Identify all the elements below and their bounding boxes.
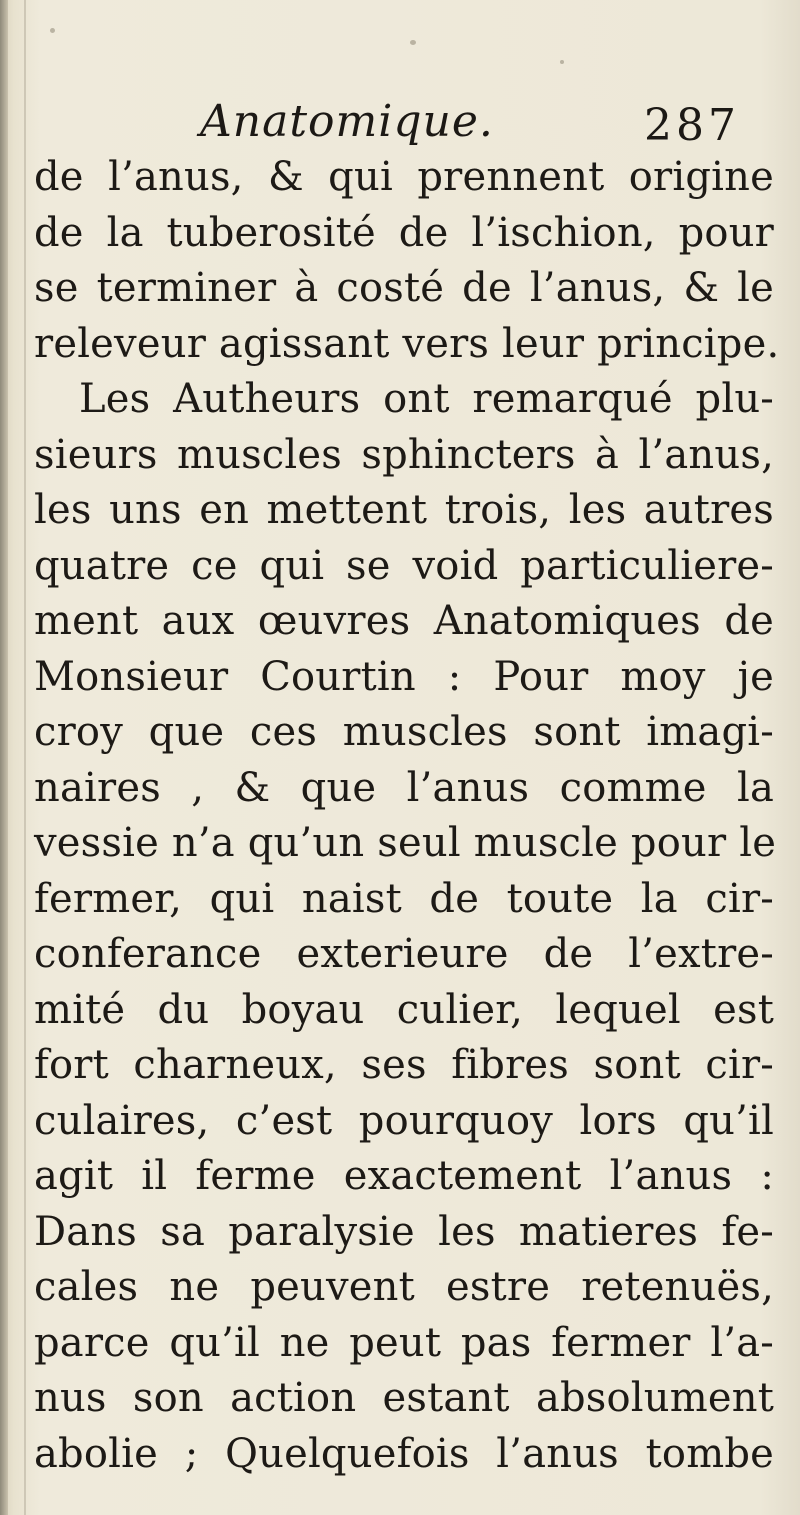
text-line: Dans sa paralysie les matieres fe- (34, 1208, 774, 1255)
page-gutter-shadow (0, 0, 8, 1515)
text-line: abolie ; Quelquefois l’anus tombe (34, 1430, 774, 1477)
paper-speck (50, 28, 55, 33)
text-line: cales ne peuvent estre retenuës, (34, 1264, 774, 1310)
page-gutter-line (24, 0, 26, 1515)
text-line: quatre ce qui se void particuliere- (34, 542, 774, 589)
text-line: fort charneux, ses fibres sont cir- (34, 1042, 774, 1088)
text-line: ment aux œuvres Anatomiques de (34, 598, 774, 644)
text-line: vessie n’a qu’un seul muscle pour le (34, 820, 777, 866)
text-line: se terminer à costé de l’anus, & le (34, 265, 774, 311)
text-line: de l’anus, & qui prennent origine (34, 154, 774, 200)
text-line: culaires, c’est pourquoy lors qu’il (34, 1097, 774, 1144)
text-line: Les Autheurs ont remarqué plu- (79, 376, 774, 422)
text-line: nus son action estant absolument (34, 1375, 774, 1421)
page-number: 287 (644, 100, 740, 151)
text-line: releveur agissant vers leur principe. (34, 320, 780, 367)
running-head: Anatomique. (200, 96, 494, 147)
text-line: sieurs muscles sphincters à l’anus, (34, 431, 774, 478)
text-line: conferance exterieure de l’extre- (34, 931, 774, 977)
text-line: croy que ces muscles sont imagi- (34, 709, 774, 755)
text-line: parce qu’il ne peut pas fermer l’a- (34, 1319, 774, 1366)
text-line: de la tuberosité de l’ischion, pour (34, 209, 774, 256)
text-line: naires , & que l’anus comme la (34, 764, 774, 811)
body-text (34, 150, 780, 1482)
text-line: fermer, qui naist de toute la cir- (34, 875, 774, 922)
text-line: Monsieur Courtin : Pour moy je (34, 653, 774, 700)
text-line: les uns en mettent trois, les autres (34, 487, 774, 533)
paper-speck (410, 40, 416, 45)
paper-speck (560, 60, 564, 64)
text-line: agit il ferme exactement l’anus : (34, 1153, 774, 1199)
text-line: mité du boyau culier, lequel est (34, 986, 774, 1033)
